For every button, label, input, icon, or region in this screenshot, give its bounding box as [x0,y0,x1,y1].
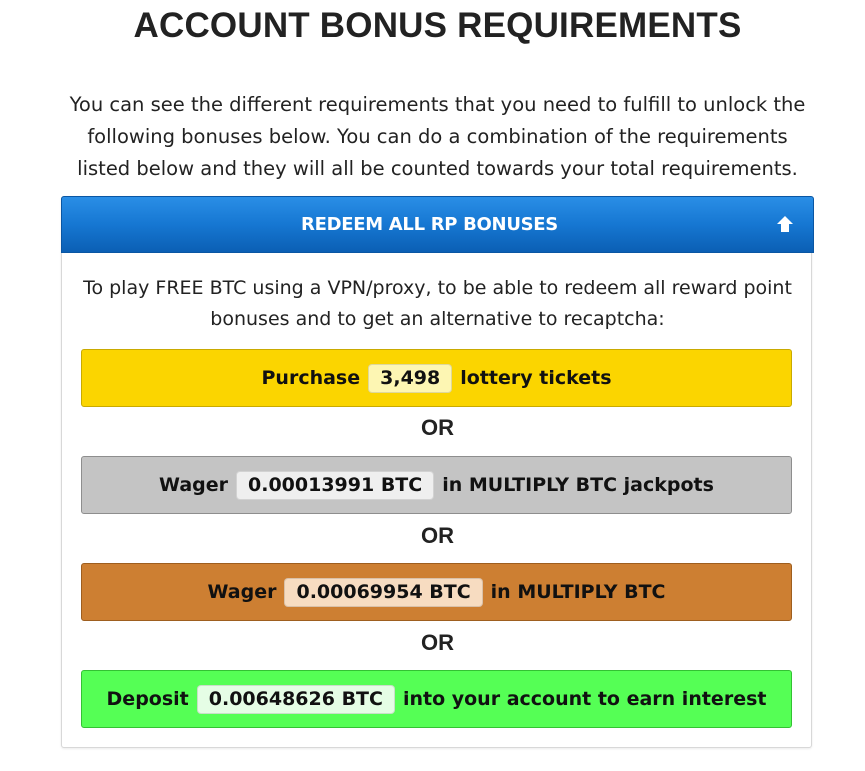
panel-description: To play FREE BTC using a VPN/proxy, to be able to redeem all reward point bonuses and to get an alternative to recaptcha: [83,277,792,330]
arrow-up-icon[interactable] [775,214,795,234]
requirement-value-badge: 0.00069954 BTC [284,578,482,607]
requirement-suffix: lottery tickets [460,367,612,389]
requirement-suffix: into your account to earn interest [402,688,767,710]
panel-header-toggle[interactable] [61,196,814,253]
requirement-value-badge: 3,498 [368,364,452,393]
requirement-multiply-jackpots [81,456,792,514]
intro-text: You can see the different requirements that you need to fulfill to unlock the following bonuses below. You can do a combination of the requirements listed below and they will all be counted towards your total requirements. [69,93,806,180]
or-separator: OR [421,630,454,655]
bonus-panel [61,196,812,748]
panel-title: REDEEM ALL RP BONUSES [301,214,558,235]
requirement-prefix: Purchase [261,367,361,389]
requirement-value-badge: 0.00013991 BTC [236,471,434,500]
requirement-value-badge: 0.00648626 BTC [197,685,395,714]
or-separator: OR [421,415,454,440]
requirement-prefix: Deposit [106,688,189,710]
requirement-suffix: in MULTIPLY BTC jackpots [442,474,714,496]
or-separator: OR [421,523,454,548]
requirement-lottery-tickets [81,349,792,407]
requirement-prefix: Wager [207,581,277,603]
requirement-multiply-btc [81,563,792,621]
requirement-suffix: in MULTIPLY BTC [490,581,666,603]
requirement-deposit [81,670,792,728]
page-title: ACCOUNT BONUS REQUIREMENTS [133,6,742,45]
requirement-prefix: Wager [159,474,229,496]
